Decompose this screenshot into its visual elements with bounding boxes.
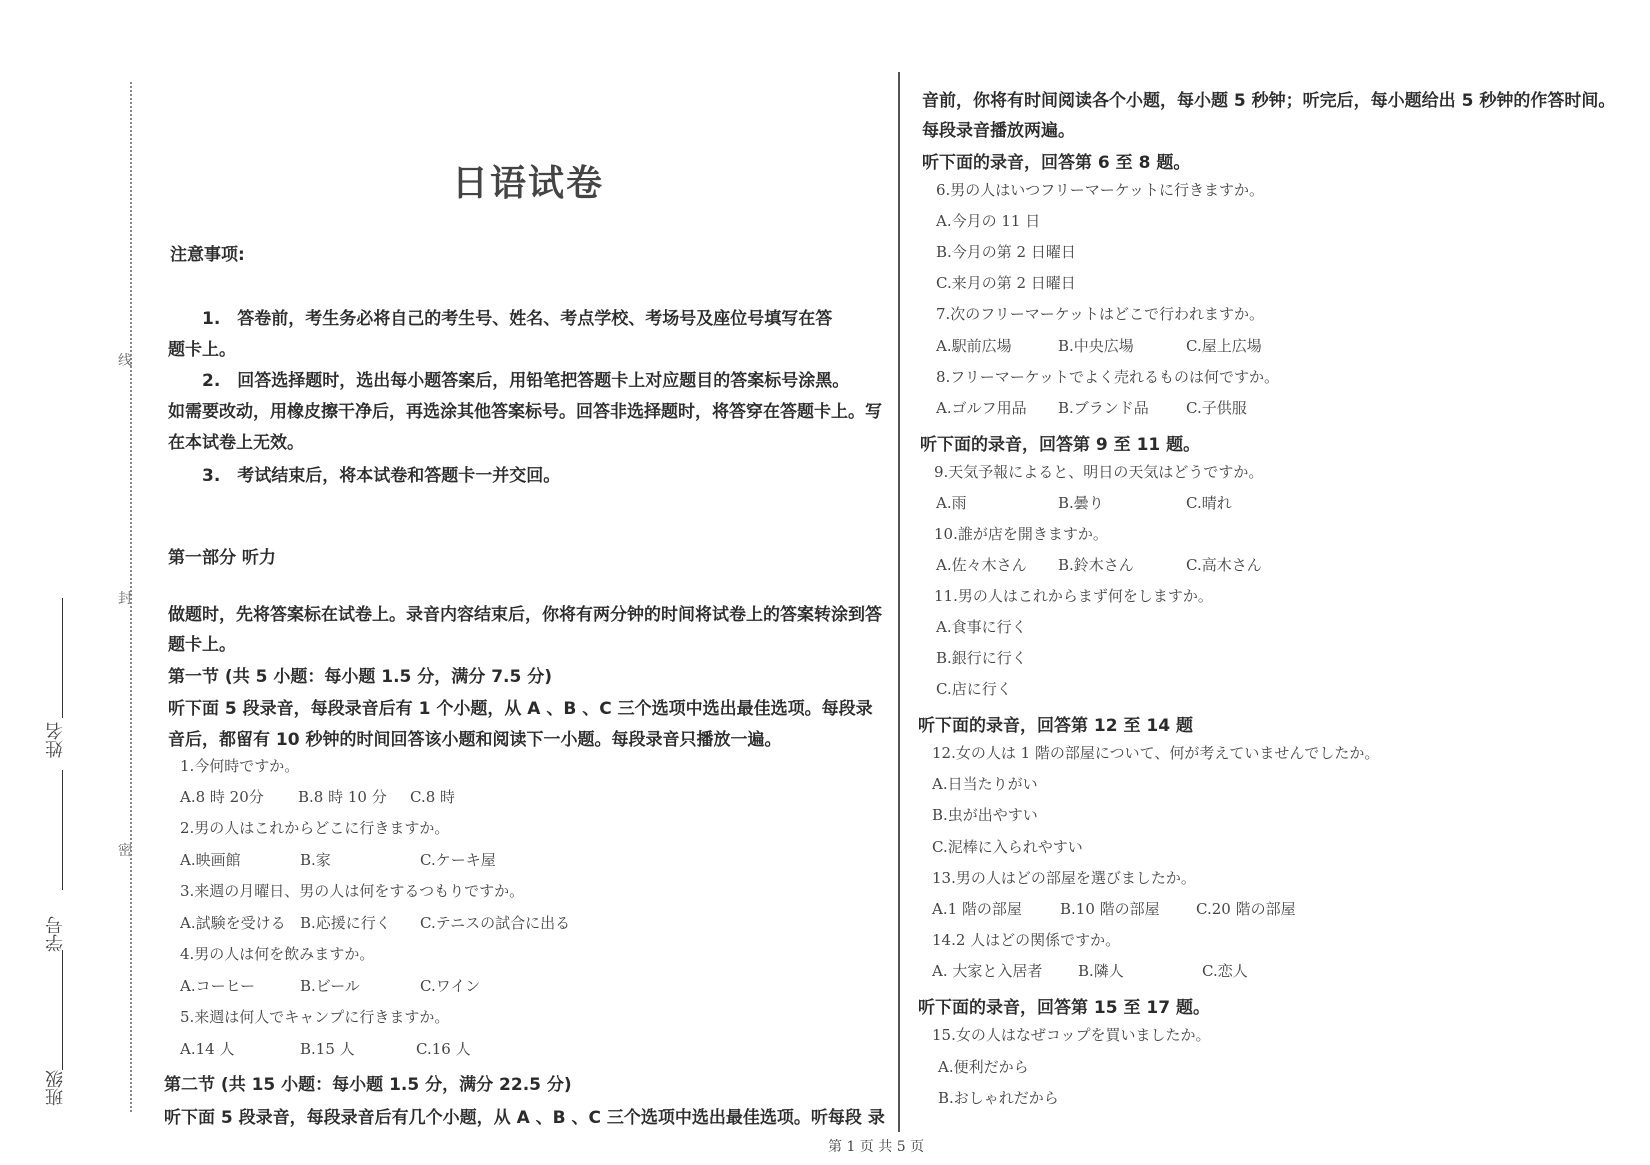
q5-option-a[interactable]: A.14 人 <box>180 1040 235 1058</box>
q13-option-a[interactable]: A.1 階の部屋 <box>932 900 1022 918</box>
q12-option-b[interactable]: B.虫が出やすい <box>932 806 1038 824</box>
column-divider <box>898 72 900 1132</box>
q7-option-a[interactable]: A.駅前広場 <box>936 337 1012 355</box>
question-8: 8.フリーマーケットでよく売れるものは何ですか。 <box>936 368 1279 386</box>
q4-option-c[interactable]: C.ワイン <box>420 977 481 995</box>
exam-title: 日语试卷 <box>452 163 605 204</box>
student-id-field-line[interactable] <box>62 770 63 890</box>
note-2: 2. 回答选择题时，选出每小题答案后，用铅笔把答题卡上对应题目的答案标号涂黑。 <box>202 371 850 391</box>
group-15-17-heading: 听下面的录音，回答第 15 至 17 题。 <box>918 998 1210 1018</box>
q3-option-c[interactable]: C.テニスの試合に出る <box>420 914 571 932</box>
q6-option-c[interactable]: C.来月の第 2 日曜日 <box>936 274 1076 292</box>
class-field-line[interactable] <box>62 950 63 1070</box>
q12-option-a[interactable]: A.日当たりがい <box>932 775 1038 793</box>
note-3: 3. 考试结束后，将本试卷和答题卡一并交回。 <box>202 466 561 486</box>
q9-option-b[interactable]: B.曇り <box>1058 494 1104 512</box>
q10-option-c[interactable]: C.高木さん <box>1186 556 1262 574</box>
question-1: 1.今何時ですか。 <box>180 757 300 775</box>
section2-instruction-cont2: 每段录音播放两遍。 <box>922 121 1075 141</box>
q11-option-a[interactable]: A.食事に行く <box>936 618 1027 636</box>
q11-option-c[interactable]: C.店に行く <box>936 680 1012 698</box>
section1-instruction-cont: 音后，都留有 10 秒钟的时间回答该小题和阅读下一小题。每段录音只播放一遍。 <box>168 730 782 750</box>
question-3: 3.来週の月曜日、男の人は何をするつもりですか。 <box>180 882 525 900</box>
q10-option-b[interactable]: B.鈴木さん <box>1058 556 1134 574</box>
q6-option-a[interactable]: A.今月の 11 日 <box>936 212 1041 230</box>
q8-option-a[interactable]: A.ゴルフ用品 <box>936 399 1027 417</box>
note-1-cont: 题卡上。 <box>168 340 236 360</box>
q8-option-c[interactable]: C.子供服 <box>1186 399 1247 417</box>
question-6: 6.男の人はいつフリーマーケットに行きますか。 <box>936 181 1264 199</box>
q13-option-b[interactable]: B.10 階の部屋 <box>1060 900 1160 918</box>
question-7: 7.次のフリーマーケットはどこで行われますか。 <box>936 305 1264 323</box>
q1-option-b[interactable]: B.8 時 10 分 <box>298 788 387 806</box>
question-2: 2.男の人はこれからどこに行きますか。 <box>180 819 450 837</box>
question-13: 13.男の人はどの部屋を選びましたか。 <box>932 869 1196 887</box>
question-14: 14.2 人はどの関係ですか。 <box>932 931 1121 949</box>
q13-option-c[interactable]: C.20 階の部屋 <box>1196 900 1296 918</box>
binding-marker-feng: 封 <box>118 591 132 607</box>
section2-heading: 第二节 (共 15 小题：每小题 1.5 分，满分 22.5 分) <box>164 1075 572 1095</box>
q11-option-b[interactable]: B.銀行に行く <box>936 649 1027 667</box>
q7-option-c[interactable]: C.屋上広場 <box>1186 337 1262 355</box>
q1-option-c[interactable]: C.8 時 <box>410 788 456 806</box>
q15-option-a[interactable]: A.便利だから <box>938 1058 1029 1076</box>
question-4: 4.男の人は何を飲みますか。 <box>180 945 375 963</box>
student-id-field-label: 学号 <box>45 916 66 952</box>
question-12: 12.女の人は 1 階の部屋について、何が考えていませんでしたか。 <box>932 744 1380 762</box>
question-9: 9.天気予報によると、明日の天気はどうですか。 <box>934 463 1264 481</box>
part1-intro-cont: 题卡上。 <box>168 635 236 655</box>
question-11: 11.男の人はこれからまず何をしますか。 <box>934 587 1213 605</box>
q10-option-a[interactable]: A.佐々木さん <box>936 556 1027 574</box>
q5-option-b[interactable]: B.15 人 <box>300 1040 355 1058</box>
q5-option-c[interactable]: C.16 人 <box>416 1040 471 1058</box>
q4-option-a[interactable]: A.コーヒー <box>180 977 256 995</box>
q14-option-c[interactable]: C.恋人 <box>1202 962 1248 980</box>
binding-marker-xian: 线 <box>118 353 132 369</box>
section1-heading: 第一节 (共 5 小题：每小题 1.5 分，满分 7.5 分) <box>168 667 553 687</box>
section2-instruction: 听下面 5 段录音，每段录音后有几个小题，从 A 、B 、C 三个选项中选出最佳选项。听每段 录 <box>164 1108 885 1128</box>
page-number: 第 1 页 共 5 页 <box>828 1139 925 1155</box>
note-2-cont2: 在本试卷上无效。 <box>168 433 304 453</box>
class-field-label: 班级 <box>45 1070 66 1106</box>
group-9-11-heading: 听下面的录音，回答第 9 至 11 题。 <box>920 435 1201 455</box>
part1-intro: 做题时，先将答案标在试卷上。录音内容结束后，你将有两分钟的时间将试卷上的答案转涂到答 <box>168 605 882 625</box>
name-field-line[interactable] <box>62 598 63 718</box>
question-15: 15.女の人はなぜコップを買いましたか。 <box>932 1026 1211 1044</box>
q6-option-b[interactable]: B.今月の第 2 日曜日 <box>936 243 1076 261</box>
section1-instruction: 听下面 5 段录音，每段录音后有 1 个小题，从 A 、B 、C 三个选项中选出最佳选项。每段录 <box>168 699 873 719</box>
group-6-8-heading: 听下面的录音，回答第 6 至 8 题。 <box>922 153 1191 173</box>
q14-option-b[interactable]: B.隣人 <box>1078 962 1124 980</box>
group-12-14-heading: 听下面的录音，回答第 12 至 14 题 <box>918 716 1193 736</box>
q9-option-a[interactable]: A.雨 <box>936 494 967 512</box>
binding-marker-mi: 密 <box>118 843 132 859</box>
q8-option-b[interactable]: B.ブランド品 <box>1058 399 1149 417</box>
q15-option-b[interactable]: B.おしゃれだから <box>938 1089 1059 1107</box>
q4-option-b[interactable]: B.ビール <box>300 977 360 995</box>
q9-option-c[interactable]: C.晴れ <box>1186 494 1232 512</box>
notes-heading: 注意事项: <box>170 245 245 265</box>
q14-option-a[interactable]: A. 大家と入居者 <box>932 962 1043 980</box>
note-1: 1. 答卷前，考生务必将自己的考生号、姓名、考点学校、考场号及座位号填写在答 <box>202 309 833 329</box>
name-field-label: 姓名 <box>45 722 66 758</box>
q3-option-a[interactable]: A.試験を受ける <box>180 914 286 932</box>
q3-option-b[interactable]: B.応援に行く <box>300 914 391 932</box>
section2-instruction-cont: 音前，你将有时间阅读各个小题，每小题 5 秒钟；听完后，每小题给出 5 秒钟的作答时间。 <box>922 91 1616 111</box>
q1-option-a[interactable]: A.8 時 20分 <box>180 788 264 806</box>
q7-option-b[interactable]: B.中央広場 <box>1058 337 1134 355</box>
question-5: 5.来週は何人でキャンプに行きますか。 <box>180 1008 450 1026</box>
q2-option-b[interactable]: B.家 <box>300 851 331 869</box>
q2-option-c[interactable]: C.ケーキ屋 <box>420 851 496 869</box>
question-10: 10.誰が店を開きますか。 <box>934 525 1108 543</box>
part1-heading: 第一部分 听力 <box>168 548 276 568</box>
q12-option-c[interactable]: C.泥棒に入られやすい <box>932 838 1083 856</box>
note-2-cont: 如需要改动，用橡皮擦干净后，再选涂其他答案标号。回答非选择题时，将答穿在答题卡上。写 <box>168 402 882 422</box>
q2-option-a[interactable]: A.映画館 <box>180 851 241 869</box>
